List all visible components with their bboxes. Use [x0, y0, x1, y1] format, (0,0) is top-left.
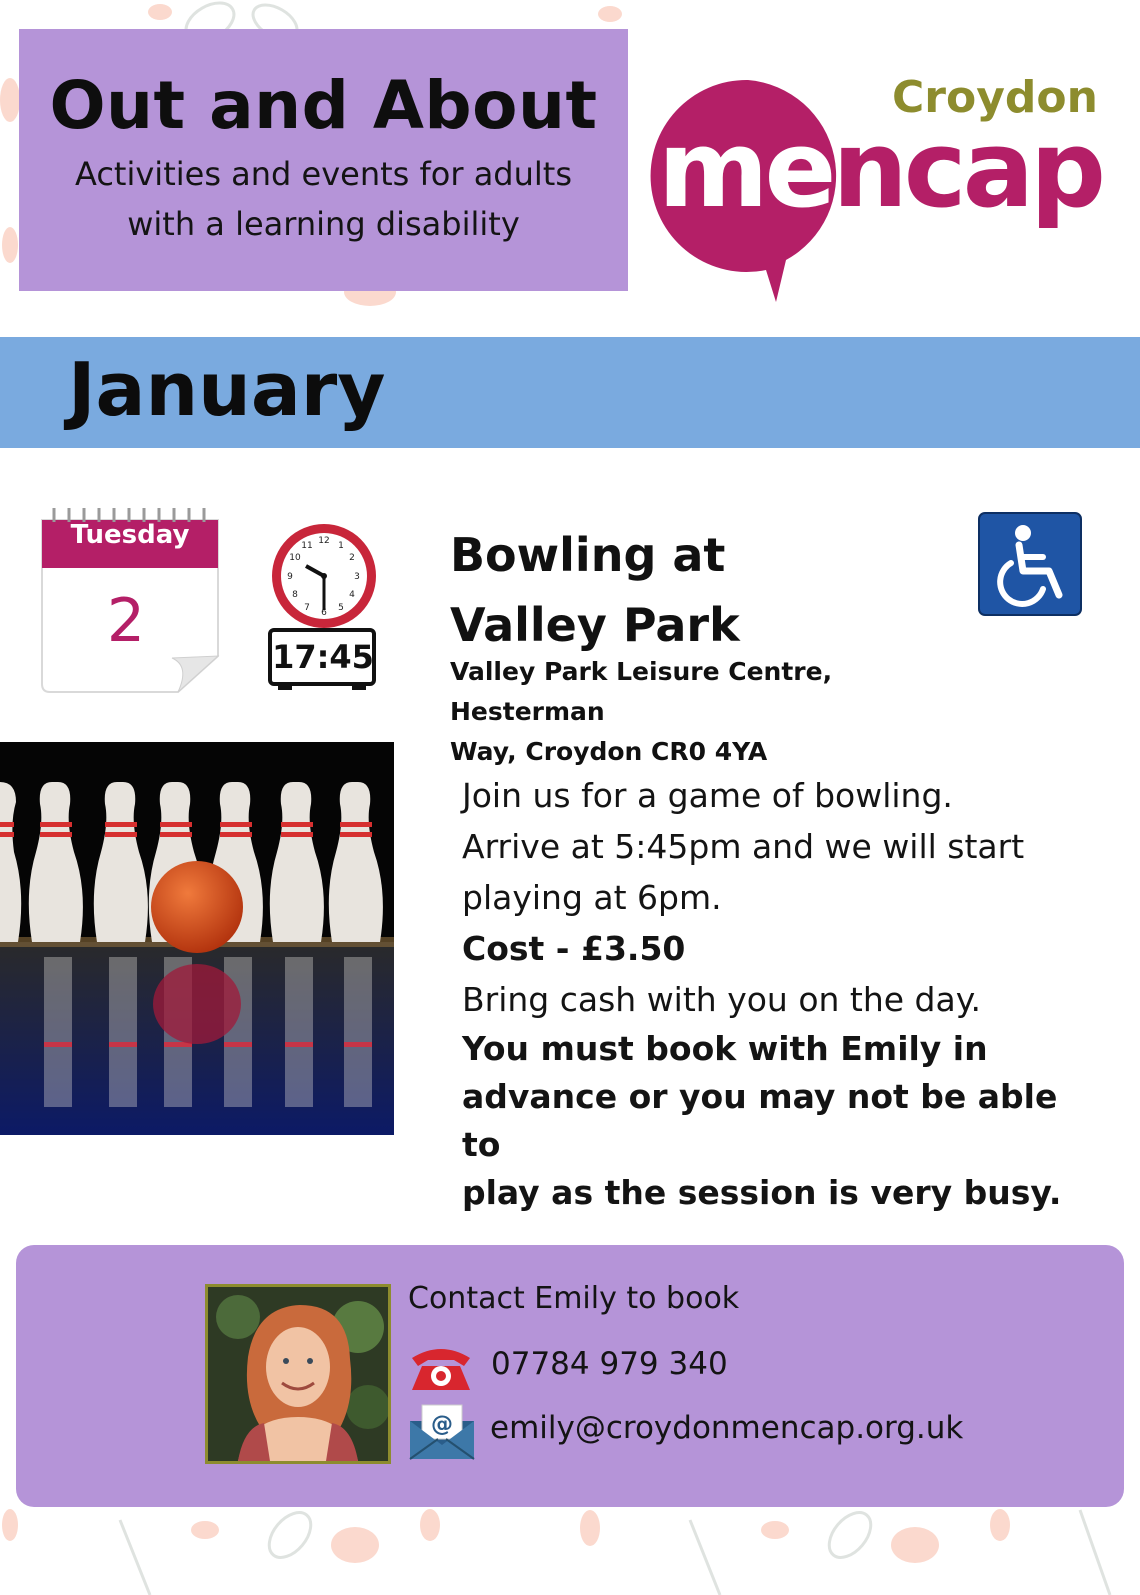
- clock-time: 17:45: [272, 638, 374, 676]
- calendar-icon: [40, 506, 220, 694]
- description-line-2: Arrive at 5:45pm and we will start: [462, 827, 1025, 866]
- svg-text:6: 6: [321, 608, 327, 618]
- logo-mencap-part-2: ncap: [832, 108, 1103, 231]
- clock-icon: [268, 522, 384, 698]
- svg-text:1: 1: [338, 541, 344, 551]
- svg-text:8: 8: [292, 590, 298, 600]
- svg-text:@: @: [431, 1412, 453, 1437]
- emily-photo: [205, 1284, 391, 1464]
- event-title: [450, 520, 930, 660]
- svg-text:10: 10: [289, 553, 301, 563]
- event-address-line-2: Way, Croydon CR0 4YA: [450, 737, 768, 766]
- event-cost: Cost - £3.50: [462, 929, 686, 968]
- logo-mencap-part-1: me: [658, 108, 833, 231]
- logo-mencap-text: [658, 108, 1103, 231]
- svg-text:4: 4: [349, 590, 355, 600]
- svg-text:12: 12: [318, 536, 330, 546]
- contact-heading: Contact Emily to book: [408, 1281, 740, 1316]
- contact-phone[interactable]: 07784 979 340: [491, 1346, 728, 1382]
- title-banner: [19, 29, 628, 291]
- logo-croydon-text: Croydon: [892, 72, 1098, 123]
- event-address-line-1: Valley Park Leisure Centre, Hesterman: [450, 657, 833, 726]
- bowling-pins-photo: [0, 742, 394, 1135]
- description-line-3: playing at 6pm.: [462, 878, 722, 917]
- email-icon: [408, 1403, 476, 1461]
- page-title: Out and About: [49, 67, 598, 144]
- event-address: [450, 652, 990, 772]
- description-cash: Bring cash with you on the day.: [462, 980, 982, 1019]
- calendar-day-name: Tuesday: [70, 520, 190, 550]
- svg-text:7: 7: [304, 603, 310, 613]
- description-line-1: Join us for a game of bowling.: [462, 776, 953, 815]
- svg-text:5: 5: [338, 603, 344, 613]
- svg-text:9: 9: [287, 572, 293, 582]
- svg-text:11: 11: [301, 541, 313, 551]
- event-description: [462, 770, 1082, 1217]
- svg-text:2: 2: [349, 553, 355, 563]
- contact-email[interactable]: emily@croydonmencap.org.uk: [490, 1410, 964, 1446]
- svg-text:3: 3: [354, 572, 360, 582]
- booking-notice-line-3: play as the session is very busy.: [462, 1173, 1062, 1212]
- page-subtitle: [19, 149, 628, 249]
- month-label: January: [68, 347, 386, 433]
- telephone-icon: [408, 1338, 474, 1394]
- booking-notice-line-2: advance or you may not be able to: [462, 1077, 1058, 1164]
- event-title-line-1: Bowling at: [450, 528, 726, 582]
- subtitle-line-2: with a learning disability: [127, 205, 520, 243]
- wheelchair-icon: [977, 511, 1083, 617]
- subtitle-line-1: Activities and events for adults: [75, 155, 572, 193]
- event-title-line-2: Valley Park: [450, 598, 740, 652]
- calendar-day-number: 2: [106, 586, 146, 656]
- booking-notice-line-1: You must book with Emily in: [462, 1029, 988, 1068]
- croydon-mencap-logo: [648, 62, 1108, 300]
- month-banner: [0, 337, 1140, 448]
